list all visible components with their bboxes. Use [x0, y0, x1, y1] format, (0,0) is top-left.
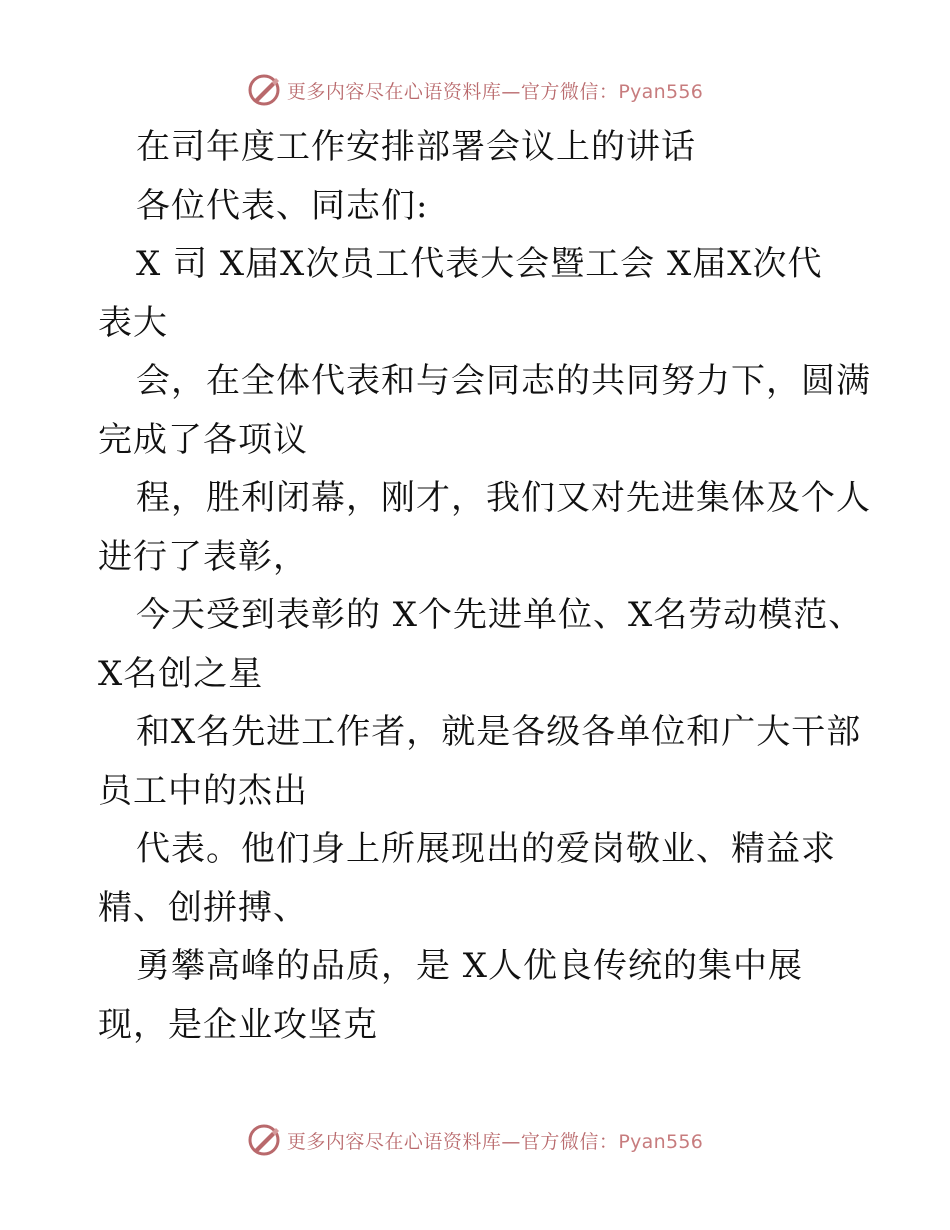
paragraph-line: 现，是企业攻坚克 — [98, 1004, 378, 1045]
watermark-text: 更多内容尽在心语资料库—官方微信：Pyan556 — [286, 1130, 704, 1153]
paragraph-line: 会，在全体代表和与会同志的共同努力下，圆满 — [136, 361, 871, 401]
watermark-header — [0, 70, 950, 110]
paragraph-line: 表大 — [98, 302, 168, 343]
paragraph-line: X名创之星 — [98, 653, 264, 694]
document-body — [98, 118, 871, 1054]
paragraph-line: X 司 X届X次员工代表大会暨工会 X届X次代 — [136, 244, 823, 284]
watermark-footer — [0, 1120, 950, 1160]
paragraph-line: 精、创拼搏、 — [98, 887, 308, 928]
paragraph-line: 代表。他们身上所展现出的爱岗敬业、精益求 — [136, 829, 836, 869]
salutation: 各位代表、同志们: — [136, 185, 429, 226]
paragraph-line: 完成了各项议 — [98, 419, 308, 460]
red-pen-seal-icon — [247, 73, 281, 107]
paragraph-line: 员工中的杰出 — [98, 770, 308, 811]
red-pen-seal-icon — [247, 1123, 281, 1157]
paragraph-line: 进行了表彰， — [98, 536, 308, 577]
paragraph-line: 和X名先进工作者，就是各级各单位和广大干部 — [136, 712, 862, 752]
paragraph-line: 今天受到表彰的 X个先进单位、X名劳动模范、 — [136, 595, 864, 635]
document-title: 在司年度工作安排部署会议上的讲话 — [136, 127, 696, 167]
watermark-text: 更多内容尽在心语资料库—官方微信：Pyan556 — [286, 80, 704, 103]
paragraph-line: 勇攀高峰的品质，是 X人优良传统的集中展 — [136, 946, 804, 986]
paragraph-line: 程，胜利闭幕，刚才，我们又对先进集体及个人 — [136, 478, 871, 518]
